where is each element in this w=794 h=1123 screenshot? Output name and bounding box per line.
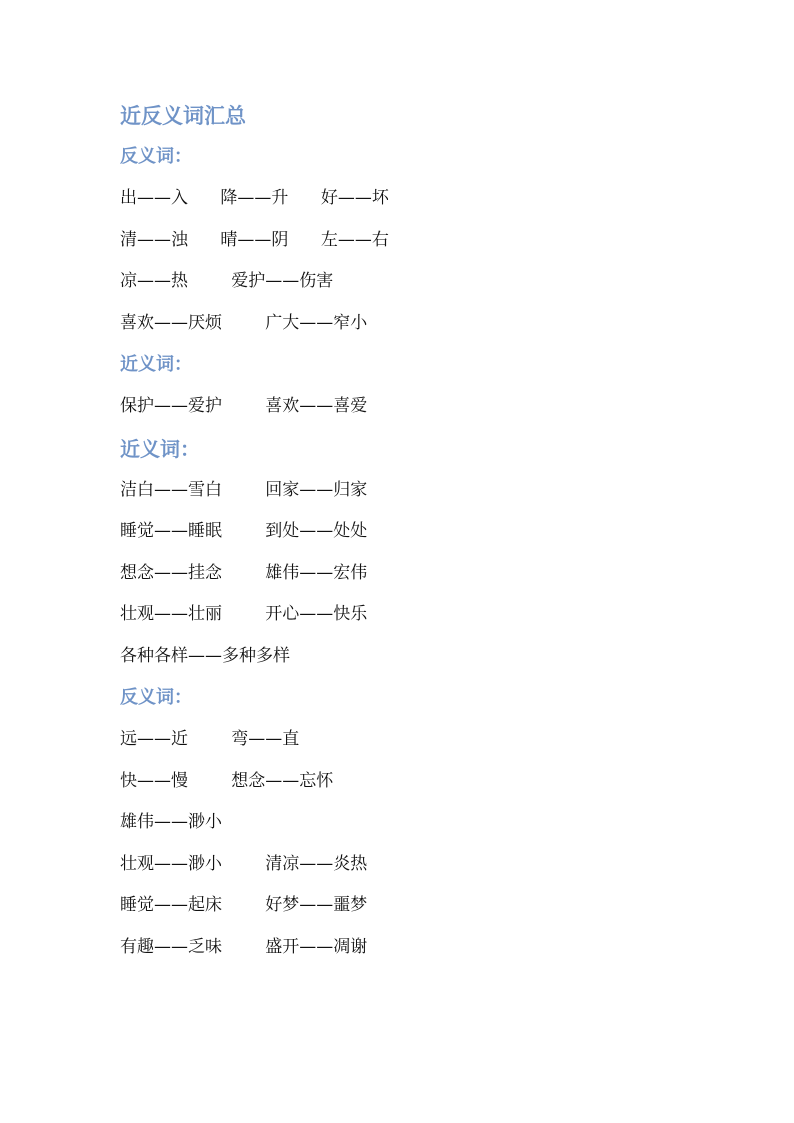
section-synonyms-2 xyxy=(120,428,720,678)
section-antonyms-2 xyxy=(120,677,720,968)
section-heading: 近义词： xyxy=(120,354,192,375)
word-pair-row: 想念——挂念 雄伟——宏伟 xyxy=(120,562,368,583)
word-pair-row: 保护——爱护 喜欢——喜爱 xyxy=(120,396,368,416)
word-pair-row: 洁白——雪白 回家——归家 xyxy=(120,479,368,500)
word-pair-row: 远——近 弯——直 xyxy=(120,729,300,749)
word-pair-row: 有趣——乏味 盛开——凋谢 xyxy=(120,936,368,957)
section-synonyms-1 xyxy=(120,344,720,428)
section-heading: 反义词： xyxy=(120,687,192,708)
document-page xyxy=(120,96,720,968)
word-pair-row: 睡觉——起床 好梦——噩梦 xyxy=(120,895,368,915)
word-pair-row: 凉——热 爱护——伤害 xyxy=(120,271,334,291)
document-title: 近反义词汇总 xyxy=(120,103,246,128)
word-pair-row: 喜欢——厌烦 广大——窄小 xyxy=(120,312,368,333)
section-antonyms-1 xyxy=(120,136,720,344)
word-pair-row: 睡觉——睡眠 到处——处处 xyxy=(120,521,368,541)
section-heading: 近义词： xyxy=(120,436,200,461)
section-heading: 反义词： xyxy=(120,146,192,167)
word-pair-row: 各种各样——多种多样 xyxy=(120,645,290,666)
word-pair-row: 出——入 降——升 好——坏 xyxy=(120,188,389,208)
word-pair-row: 清——浊 晴——阴 左——右 xyxy=(120,229,389,250)
word-pair-row: 快——慢 想念——忘怀 xyxy=(120,770,334,791)
word-pair-row: 雄伟——渺小 xyxy=(120,812,222,832)
word-pair-row: 壮观——壮丽 开心——快乐 xyxy=(120,604,368,624)
word-pair-row: 壮观——渺小 清凉——炎热 xyxy=(120,853,368,874)
